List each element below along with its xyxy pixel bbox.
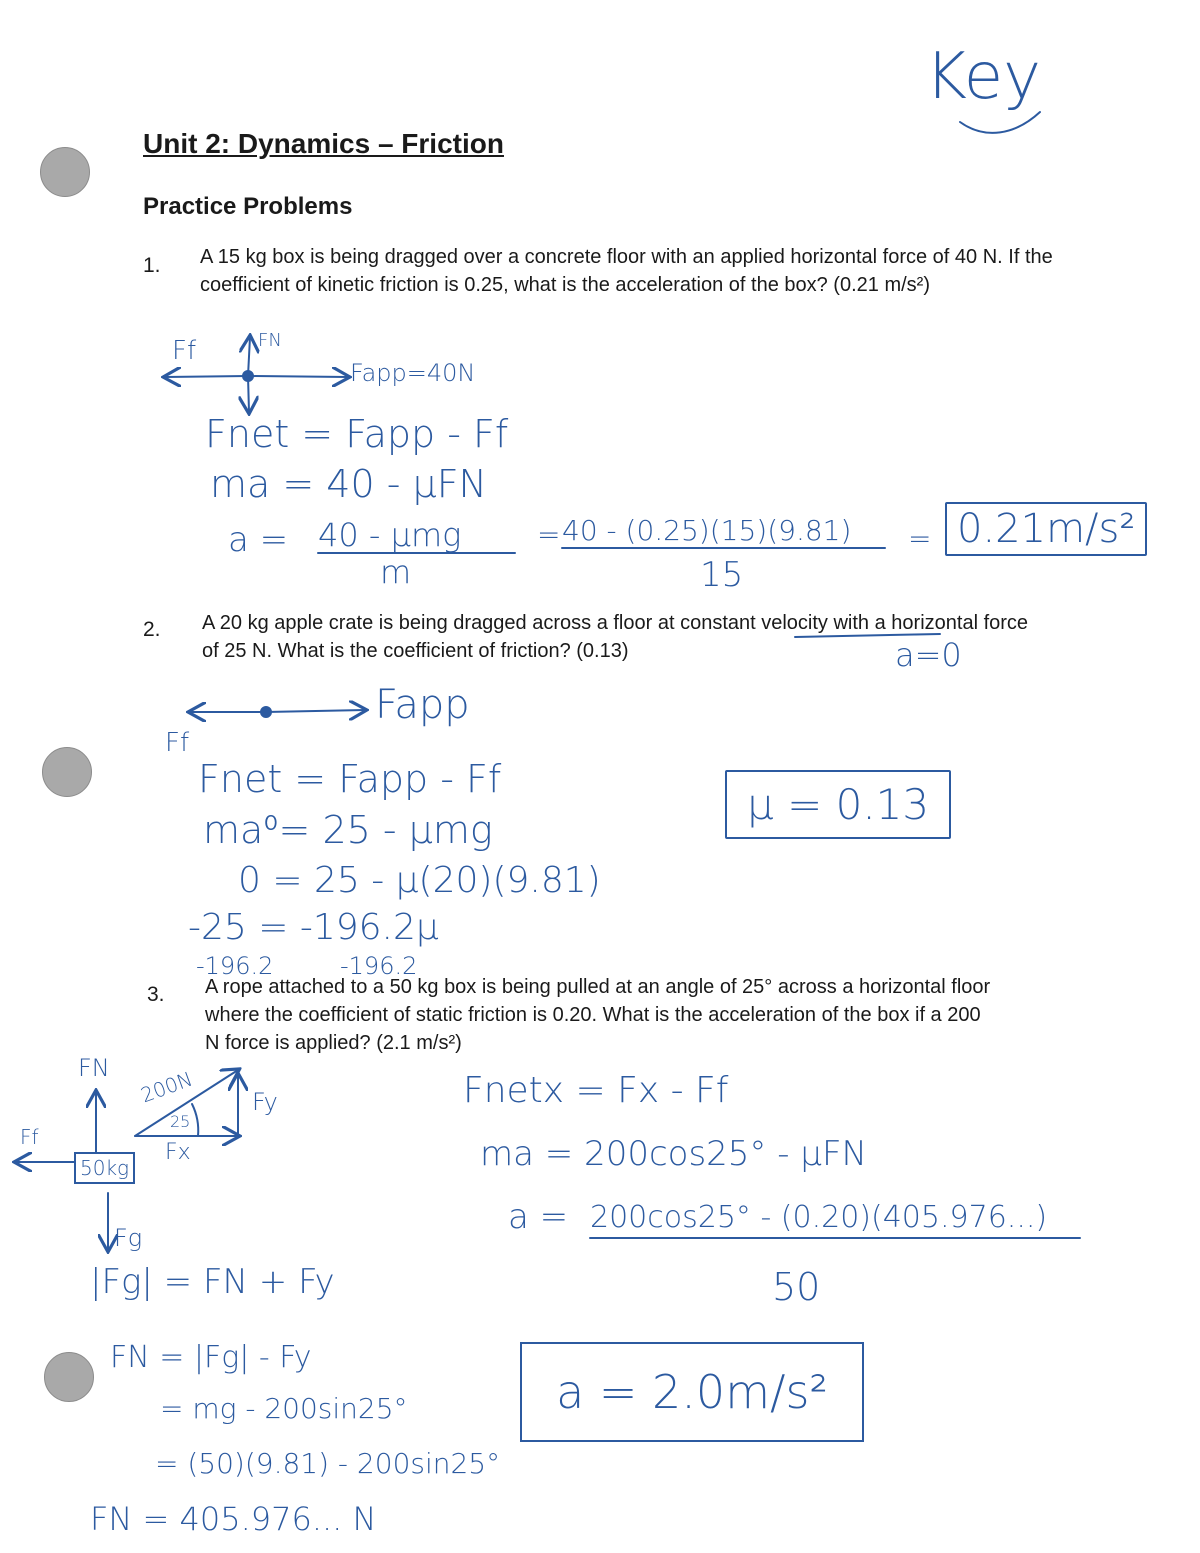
p1-fbd-fapp-label: Fapp=40N xyxy=(350,359,476,387)
p2-work-line-2: ma⁰= 25 - μmg xyxy=(203,808,493,852)
p3-answer-box: a = 2.0m/s² xyxy=(520,1342,864,1442)
p3-fbd-ff-label: Ff xyxy=(20,1125,39,1149)
p2-fbd-ff-label: Ff xyxy=(165,728,190,758)
p1-fbd-fn-label: FN xyxy=(258,330,282,351)
p2-a-equals-zero: a=0 xyxy=(895,636,962,674)
p3-work-left-line-4: = (50)(9.81) - 200sin25° xyxy=(155,1447,501,1480)
p1-work-denominator-1: m xyxy=(380,553,412,591)
p3-work-right-line-2: ma = 200cos25° - μFN xyxy=(480,1134,867,1174)
p1-fbd-normal-arrow xyxy=(248,337,250,376)
p1-work-numerator-2: 40 - (0.25)(15)(9.81) xyxy=(562,514,852,547)
p3-fbd-box: 50kg xyxy=(74,1152,135,1184)
p3-fbd-angle-arc xyxy=(192,1104,198,1136)
page-title: Unit 2: Dynamics – Friction xyxy=(143,128,504,159)
p1-work-a-equals: a = xyxy=(228,520,289,560)
page-subtitle: Practice Problems xyxy=(143,193,353,220)
p3-work-right-a-equals: a = xyxy=(508,1197,569,1237)
key-label: Key xyxy=(925,40,1042,114)
p2-fbd-point xyxy=(261,707,271,717)
p2-answer-box: μ = 0.13 xyxy=(725,770,951,839)
p3-fbd-fx-label: Fx xyxy=(165,1140,191,1165)
p1-work-line-1: Fnet = Fapp - Ff xyxy=(205,412,509,456)
p1-work-numerator-1: 40 - μmg xyxy=(318,516,462,554)
problem-2-number: 2. xyxy=(143,618,161,641)
p1-answer-box: 0.21m/s² xyxy=(945,502,1147,556)
binder-hole-bottom xyxy=(44,1352,94,1402)
problem-1-number: 1. xyxy=(143,254,161,277)
p2-fbd-fapp-label: Fapp xyxy=(375,682,470,728)
problem-3-number: 3. xyxy=(147,983,165,1006)
p1-fbd-applied-arrow xyxy=(248,376,348,377)
p1-fbd-gravity-arrow xyxy=(248,376,249,412)
p3-work-right-line-1: Fnetx = Fx - Ff xyxy=(463,1070,729,1111)
p3-fbd-fn-label: FN xyxy=(78,1054,110,1082)
problem-3-text: A rope attached to a 50 kg box is being pulled at an angle of 25° across a horizontal floor where the coefficient of static friction is 0.20. What is the acceleration of the box if a 200 N force is applied? (2.1 m/s²) xyxy=(205,976,991,1054)
p1-fbd-point xyxy=(243,371,253,381)
p3-fbd-angle-label: 25 xyxy=(170,1112,191,1131)
p3-work-left-line-5: FN = 405.976... N xyxy=(90,1500,377,1538)
p2-work-divisor-right: -196.2 xyxy=(340,952,418,980)
p3-fbd-200n-label: 200N xyxy=(137,1066,196,1108)
p3-work-left-line-2: FN = |Fg| - Fy xyxy=(110,1340,312,1375)
p1-work-final-equals: = xyxy=(908,522,932,555)
p3-work-left-line-1: |Fg| = FN + Fy xyxy=(90,1262,335,1302)
p3-work-left-line-3: = mg - 200sin25° xyxy=(160,1392,408,1425)
p2-work-line-3: 0 = 25 - μ(20)(9.81) xyxy=(238,860,601,901)
binder-hole-middle xyxy=(42,747,92,797)
p1-fbd-ff-label: Ff xyxy=(172,336,197,366)
problem-1-text: A 15 kg box is being dragged over a concrete floor with an applied horizontal force of 40 N. If the coefficient of kinetic friction is 0.25, what is the acceleration of the box? (0.21 m/s²) xyxy=(200,246,1053,296)
p3-work-right-numerator: 200cos25° - (0.20)(405.976...) xyxy=(590,1200,1048,1235)
p2-work-line-4: -25 = -196.2μ xyxy=(188,907,439,948)
p3-fbd-fy-label: Fy xyxy=(252,1088,278,1116)
p1-fbd-friction-arrow xyxy=(165,376,248,377)
binder-hole-top xyxy=(40,147,90,197)
problem-2-text: A 20 kg apple crate is being dragged across a floor at constant velocity with a horizontal force of 25 N. What is the coefficient of friction? (0.13) xyxy=(202,612,1029,662)
p3-work-right-denominator: 50 xyxy=(772,1265,821,1309)
p1-work-denominator-2: 15 xyxy=(700,555,744,595)
p3-fbd-fg-label: Fg xyxy=(114,1224,143,1252)
key-underline xyxy=(960,112,1040,133)
p1-work-mid-equals: = xyxy=(537,518,561,551)
p2-work-line-1: Fnet = Fapp - Ff xyxy=(198,757,502,801)
p1-work-line-2: ma = 40 - μFN xyxy=(210,462,487,506)
p2-fbd-applied-arrow xyxy=(266,710,365,712)
p2-work-divisor-left: -196.2 xyxy=(196,952,274,980)
